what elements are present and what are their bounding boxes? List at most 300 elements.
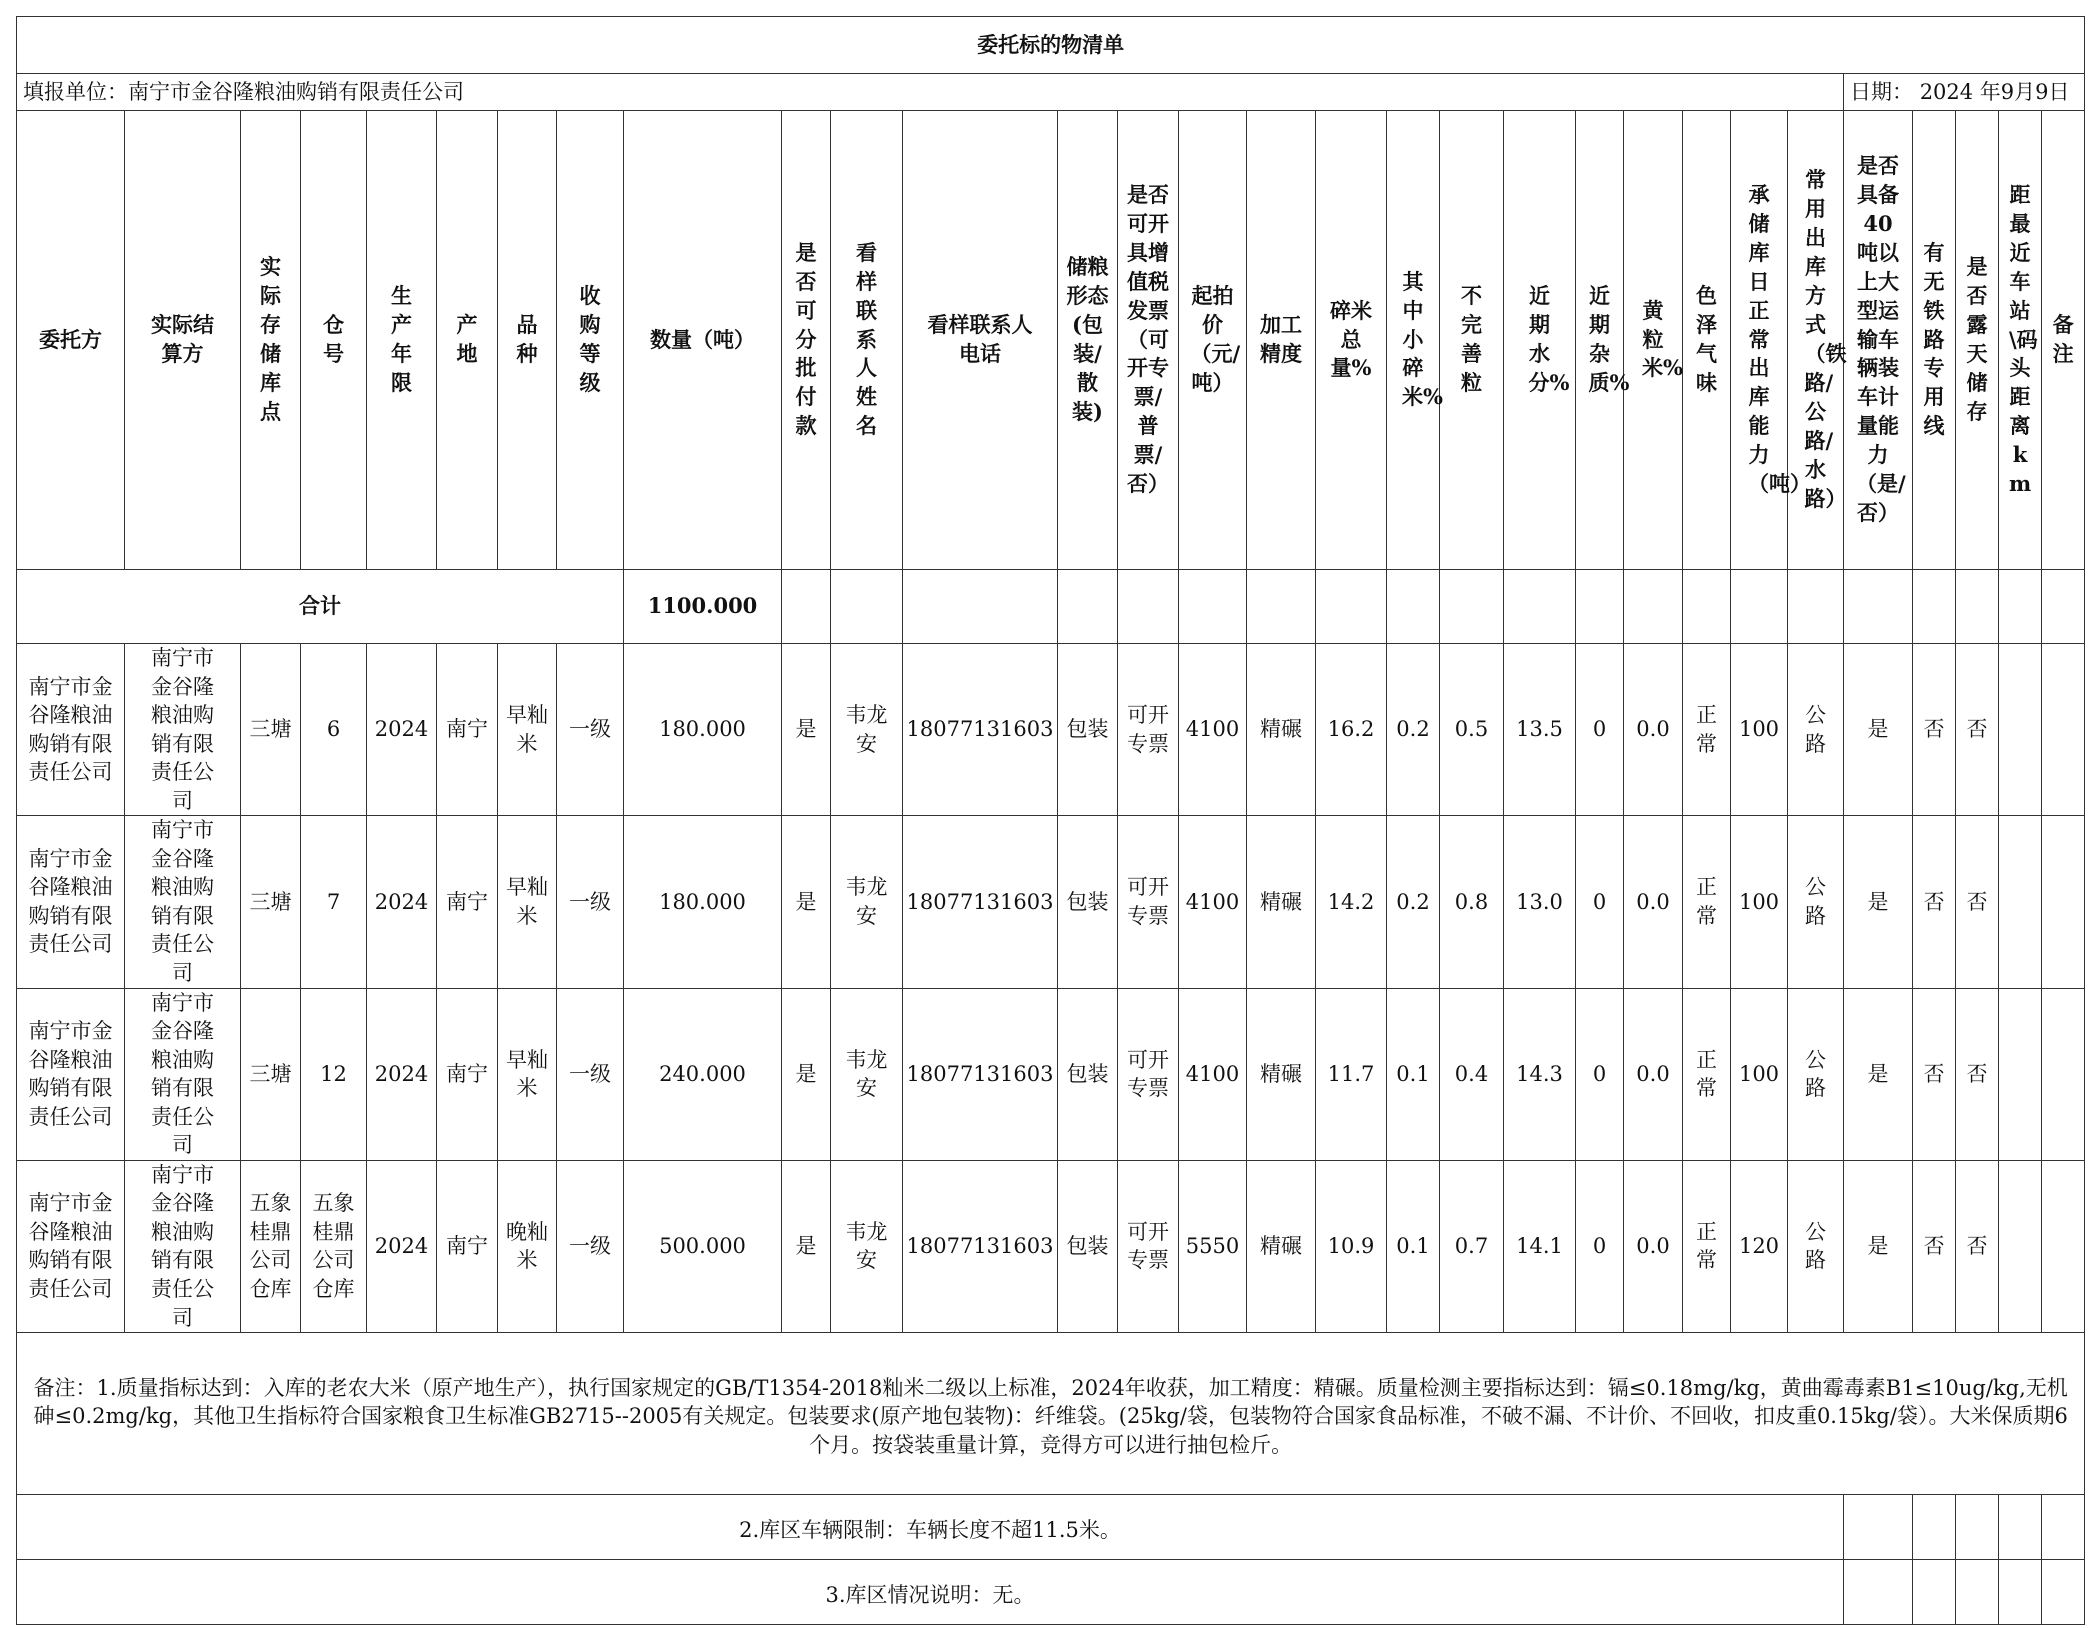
header-imperfect-grains: [1440, 111, 1504, 570]
cell-value: 五象桂鼎公司仓库: [312, 1191, 355, 1302]
cell-value: 可开专票: [1127, 1219, 1169, 1273]
cell-value: 0.0: [1636, 1234, 1670, 1259]
note-vehicle-limit: 2.库区车辆限制：车辆长度不超11.5米。: [17, 1495, 1844, 1560]
header-row: [17, 111, 2085, 570]
cell-value: 0: [1592, 717, 1607, 742]
cell-value: 南宁: [446, 1234, 488, 1259]
header-nearest-station-distance: [1999, 111, 2042, 570]
cell-value: 120: [1738, 1234, 1780, 1259]
cell-value: 13.0: [1516, 889, 1563, 914]
cell-bin-no: [301, 644, 367, 816]
cell-value: 11.7: [1327, 1061, 1375, 1086]
cell-installment-payment: [782, 988, 831, 1160]
note-quality: 备注：1.质量指标达到：入库的老农大米（原产地生产），执行国家规定的GB/T1354-2018籼米二级以上标准，2024年收获，加工精度：精碾。质量检测主要指标达到：镉≤0.18mg/kg，黄曲霉毒素B1≤10ug/kg,无机砷≤0.2mg/kg，其他卫生指标符合国家粮食卫生标准GB2715--2005有关规定。包装要求(原产地包装物)：纤维袋。(25kg/袋，包装物符合国家食品标准，不破不漏、不计价、不回收，扣皮重0.15kg/袋）。大米保质期6个月。按袋装重量计算，竞得方可以进行抽包检斤。: [17, 1333, 2085, 1495]
cell-vat-invoice: [1118, 816, 1179, 988]
cell-heavy-vehicle-loading: [1844, 1160, 1913, 1332]
cell-value: 0.0: [1636, 1061, 1670, 1086]
cell-sample-contact-phone: [903, 644, 1058, 816]
cell-heavy-vehicle-loading: [1844, 816, 1913, 988]
cell-nearest-station-distance: [1999, 644, 2042, 816]
cell-railway-line: [1913, 816, 1956, 988]
fill-unit-name: 南宁市金谷隆粮油购销有限责任公司: [128, 79, 464, 104]
cell-broken-rice-total: [1316, 816, 1387, 988]
cell-processing-precision: [1247, 1160, 1316, 1332]
header-label: 仓号: [322, 312, 344, 366]
cell-imperfect-grains: [1440, 644, 1504, 816]
cell-processing-precision: [1247, 816, 1316, 988]
cell-value: 0: [1592, 1234, 1607, 1259]
header-outbound-method: [1788, 111, 1847, 570]
cell-value: 包装: [1066, 1234, 1109, 1259]
header-label: 备注: [2052, 312, 2074, 366]
header-bin-no: [301, 111, 367, 570]
cell-value: 16.2: [1327, 717, 1375, 742]
table-row: [17, 1160, 2085, 1332]
cell-recent-impurity: [1576, 644, 1624, 816]
cell-entrusting-party: [17, 1160, 125, 1332]
cell-starting-price: [1179, 816, 1247, 988]
cell-remarks: [2042, 816, 2085, 988]
cell-open-air-storage: [1956, 1160, 1999, 1332]
report-date-label: 日期：: [1850, 79, 1913, 104]
cell-purchase-grade: [557, 644, 624, 816]
cell-value: 12: [320, 1061, 347, 1086]
cell-imperfect-grains: [1440, 1160, 1504, 1332]
cell-value: 一级: [569, 889, 611, 914]
cell-value: 18077131603: [906, 1234, 1054, 1259]
header-label: 承储库日正常出库能力（吨）: [1747, 181, 1811, 497]
cell-quantity: [624, 816, 782, 988]
cell-nearest-station-distance: [1999, 1160, 2042, 1332]
cell-daily-outbound-capacity: [1731, 1160, 1788, 1332]
cell-variety: [498, 816, 557, 988]
cell-value: 否: [1923, 1061, 1945, 1086]
header-label: 是否可开具增值税发票（可开专票/普票/否）: [1127, 181, 1169, 497]
cell-value: 正常: [1695, 703, 1717, 756]
cell-production-year: [367, 644, 437, 816]
header-label: 起拍价（元/吨）: [1190, 283, 1241, 395]
cell-railway-line: [1913, 1160, 1956, 1332]
cell-imperfect-grains: [1440, 816, 1504, 988]
cell-entrusting-party: [17, 816, 125, 988]
cell-purchase-grade: [557, 816, 624, 988]
cell-value: 公路: [1804, 1219, 1826, 1273]
header-sample-contact-phone: [903, 111, 1058, 570]
cell-value: 18077131603: [906, 889, 1054, 914]
header-recent-impurity: [1576, 111, 1630, 570]
cell-value: 2024: [374, 889, 429, 914]
page-title: 委托标的物清单: [17, 17, 2085, 74]
header-label: 产地: [456, 312, 478, 366]
cell-value: 正常: [1695, 1219, 1717, 1273]
cell-open-air-storage: [1956, 644, 1999, 816]
header-label: 生产年限: [390, 283, 412, 395]
cell-open-air-storage: [1956, 816, 1999, 988]
header-label: 碎米总量%: [1330, 297, 1372, 381]
cell-vat-invoice: [1118, 644, 1179, 816]
cell-value: 14.3: [1516, 1061, 1563, 1086]
cell-sample-contact-name: [831, 988, 903, 1160]
cell-value: 18077131603: [906, 717, 1054, 742]
commission-sheet: [16, 16, 2084, 1625]
cell-entrusting-party: [17, 644, 125, 816]
cell-remarks: [2042, 644, 2085, 816]
cell-value: 0.4: [1454, 1061, 1489, 1086]
cell-value: 0.0: [1636, 717, 1670, 742]
cell-production-year: [367, 816, 437, 988]
cell-value: 是: [1867, 1234, 1889, 1259]
header-label: 是否可分批付款: [795, 239, 817, 439]
cell-value: 是: [795, 1061, 817, 1086]
cell-value: 一级: [569, 1234, 611, 1259]
cell-value: 是: [795, 889, 817, 914]
header-label: 不完善粒: [1460, 283, 1482, 395]
cell-recent-impurity: [1576, 1160, 1624, 1332]
table-row: [17, 988, 2085, 1160]
cell-value: 包装: [1066, 1061, 1109, 1086]
header-label: 是否露天储存: [1966, 254, 1988, 424]
cell-value: 14.1: [1516, 1234, 1563, 1259]
header-purchase-grade: [557, 111, 624, 570]
cell-value: 精碾: [1260, 1061, 1302, 1086]
total-label: 合计: [17, 570, 624, 644]
cell-value: 是: [1867, 717, 1889, 742]
cell-recent-moisture: [1504, 816, 1576, 988]
cell-railway-line: [1913, 988, 1956, 1160]
cell-color-odor: [1683, 644, 1731, 816]
cell-storage-form: [1058, 816, 1118, 988]
cell-value: 可开专票: [1127, 875, 1169, 928]
total-row: [17, 570, 2085, 644]
cell-recent-moisture: [1504, 644, 1576, 816]
cell-storage-site: [241, 644, 301, 816]
cell-value: 4100: [1185, 1061, 1240, 1086]
header-daily-outbound-capacity: [1731, 111, 1811, 570]
cell-value: 100: [1738, 717, 1780, 742]
commission-table: [16, 16, 2085, 1625]
cell-variety: [498, 1160, 557, 1332]
cell-storage-form: [1058, 988, 1118, 1160]
cell-value: 一级: [569, 1061, 611, 1086]
header-label: 实际结算方: [151, 312, 214, 366]
cell-broken-rice-total: [1316, 1160, 1387, 1332]
header-railway-line: [1913, 111, 1956, 570]
cell-settlement-party: [125, 644, 241, 816]
cell-value: 否: [1966, 1061, 1988, 1086]
header-label: 储粮形态(包装/散装): [1066, 254, 1109, 424]
cell-value: 公路: [1804, 1047, 1826, 1101]
cell-value: 0.0: [1636, 889, 1670, 914]
cell-storage-form: [1058, 1160, 1118, 1332]
header-variety: [498, 111, 557, 570]
cell-value: 18077131603: [906, 1061, 1054, 1086]
cell-yellow-rice: [1624, 1160, 1683, 1332]
cell-origin: [437, 988, 498, 1160]
header-settlement-party: [125, 111, 241, 570]
header-storage-site: [241, 111, 301, 570]
cell-recent-impurity: [1576, 816, 1624, 988]
cell-value: 2024: [374, 1234, 429, 1259]
cell-sample-contact-phone: [903, 988, 1058, 1160]
cell-imperfect-grains: [1440, 988, 1504, 1160]
cell-settlement-party: [125, 988, 241, 1160]
header-label: 实际存储库点: [259, 254, 281, 424]
cell-value: 0.1: [1396, 1234, 1430, 1259]
header-origin: [437, 111, 498, 570]
cell-installment-payment: [782, 816, 831, 988]
cell-broken-rice-total: [1316, 988, 1387, 1160]
cell-value: 否: [1966, 717, 1988, 742]
header-remarks: [2042, 111, 2085, 570]
cell-value: 0.7: [1454, 1234, 1489, 1259]
cell-value: 是: [795, 717, 817, 742]
header-small-broken-rice: [1387, 111, 1443, 570]
cell-value: 13.5: [1516, 717, 1563, 742]
cell-nearest-station-distance: [1999, 988, 2042, 1160]
header-label: 收购等级: [579, 283, 601, 395]
header-starting-price: [1179, 111, 1247, 570]
cell-value: 南宁市金谷隆粮油购销有限责任公司: [28, 1191, 113, 1302]
cell-outbound-method: [1788, 816, 1844, 988]
cell-value: 180.000: [659, 717, 746, 742]
header-installment-payment: [782, 111, 831, 570]
cell-heavy-vehicle-loading: [1844, 988, 1913, 1160]
cell-starting-price: [1179, 988, 1247, 1160]
cell-value: 0.1: [1396, 1061, 1430, 1086]
cell-recent-moisture: [1504, 988, 1576, 1160]
header-label: 是否具备40吨以上大型运输车辆装车计量能力（是/否）: [1855, 152, 1906, 526]
cell-value: 100: [1738, 1061, 1780, 1086]
cell-value: 500.000: [659, 1234, 746, 1259]
cell-bin-no: [301, 816, 367, 988]
cell-value: 0.5: [1454, 717, 1489, 742]
cell-starting-price: [1179, 1160, 1247, 1332]
cell-outbound-method: [1788, 988, 1844, 1160]
cell-value: 一级: [569, 717, 611, 742]
cell-yellow-rice: [1624, 988, 1683, 1160]
fill-unit-label: 填报单位：: [23, 79, 128, 104]
cell-value: 是: [1867, 889, 1889, 914]
cell-value: 是: [1867, 1061, 1889, 1086]
cell-remarks: [2042, 988, 2085, 1160]
header-storage-form: [1058, 111, 1118, 570]
cell-outbound-method: [1788, 644, 1844, 816]
cell-broken-rice-total: [1316, 644, 1387, 816]
cell-installment-payment: [782, 644, 831, 816]
cell-variety: [498, 988, 557, 1160]
cell-remarks: [2042, 1160, 2085, 1332]
header-heavy-vehicle-loading: [1844, 111, 1913, 570]
cell-value: 可开专票: [1127, 1047, 1169, 1101]
cell-production-year: [367, 988, 437, 1160]
header-label: 近期杂质%: [1588, 283, 1630, 395]
header-label: 常用出库方式（铁路/公路/水路）: [1804, 167, 1847, 511]
cell-value: 精碾: [1260, 717, 1302, 742]
cell-value: 韦龙安: [845, 1219, 888, 1273]
cell-value: 2024: [374, 717, 429, 742]
cell-value: 正常: [1695, 875, 1717, 928]
cell-value: 否: [1923, 889, 1945, 914]
cell-quantity: [624, 988, 782, 1160]
header-label: 近期水分%: [1528, 283, 1570, 395]
cell-storage-site: [241, 816, 301, 988]
header-label: 有无铁路专用线: [1923, 239, 1945, 439]
cell-value: 韦龙安: [845, 1047, 888, 1101]
cell-value: 南宁市金谷隆粮油购销有限责任公司: [151, 1162, 214, 1330]
cell-daily-outbound-capacity: [1731, 644, 1788, 816]
cell-settlement-party: [125, 816, 241, 988]
cell-value: 南宁: [446, 889, 488, 914]
cell-value: 10.9: [1327, 1234, 1375, 1259]
cell-production-year: [367, 1160, 437, 1332]
header-label: 色泽气味: [1695, 283, 1717, 395]
cell-starting-price: [1179, 644, 1247, 816]
cell-recent-impurity: [1576, 988, 1624, 1160]
cell-value: 三塘: [249, 1061, 292, 1086]
cell-value: 南宁市金谷隆粮油购销有限责任公司: [151, 646, 214, 813]
cell-processing-precision: [1247, 644, 1316, 816]
cell-value: 100: [1738, 889, 1780, 914]
header-vat-invoice: [1118, 111, 1179, 570]
cell-value: 0: [1592, 889, 1607, 914]
header-label: 委托方: [39, 326, 102, 352]
cell-value: 5550: [1185, 1234, 1240, 1259]
fill-unit: [17, 74, 1844, 111]
cell-value: 南宁: [446, 717, 488, 742]
header-yellow-rice: [1624, 111, 1683, 570]
cell-value: 0.2: [1396, 717, 1430, 742]
cell-value: 五象桂鼎公司仓库: [249, 1191, 292, 1302]
cell-origin: [437, 1160, 498, 1332]
cell-value: 韦龙安: [845, 875, 888, 928]
cell-value: 公路: [1804, 703, 1826, 756]
cell-origin: [437, 816, 498, 988]
cell-sample-contact-phone: [903, 816, 1058, 988]
cell-value: 南宁市金谷隆粮油购销有限责任公司: [151, 990, 214, 1158]
header-label: 加工精度: [1260, 312, 1302, 366]
cell-heavy-vehicle-loading: [1844, 644, 1913, 816]
cell-value: 否: [1966, 889, 1988, 914]
total-quantity: 1100.000: [624, 570, 782, 644]
cell-value: 4100: [1185, 889, 1240, 914]
cell-value: 180.000: [659, 889, 746, 914]
cell-value: 早籼米: [506, 1047, 548, 1101]
cell-value: 0.2: [1396, 889, 1430, 914]
header-label: 黄粒米%: [1641, 297, 1683, 381]
cell-processing-precision: [1247, 988, 1316, 1160]
cell-value: 0: [1592, 1061, 1607, 1086]
cell-color-odor: [1683, 1160, 1731, 1332]
header-open-air-storage: [1956, 111, 1999, 570]
header-broken-rice-total: [1316, 111, 1387, 570]
cell-value: 7: [326, 889, 341, 914]
cell-value: 早籼米: [506, 703, 548, 756]
cell-value: 精碾: [1260, 1234, 1302, 1259]
cell-recent-moisture: [1504, 1160, 1576, 1332]
cell-value: 否: [1923, 1234, 1945, 1259]
header-label: 品种: [516, 312, 538, 366]
header-recent-moisture: [1504, 111, 1576, 570]
cell-small-broken-rice: [1387, 644, 1440, 816]
cell-storage-form: [1058, 644, 1118, 816]
header-label: 其中小碎米%: [1401, 268, 1443, 410]
cell-value: 包装: [1066, 717, 1109, 742]
header-quantity: [624, 111, 782, 570]
cell-small-broken-rice: [1387, 1160, 1440, 1332]
cell-quantity: [624, 644, 782, 816]
cell-value: 三塘: [249, 717, 292, 742]
header-color-odor: [1683, 111, 1731, 570]
cell-value: 南宁市金谷隆粮油购销有限责任公司: [28, 674, 113, 785]
cell-sample-contact-phone: [903, 1160, 1058, 1332]
cell-value: 否: [1966, 1234, 1988, 1259]
cell-value: 南宁市金谷隆粮油购销有限责任公司: [151, 818, 214, 986]
cell-variety: [498, 644, 557, 816]
header-sample-contact-name: [831, 111, 903, 570]
cell-vat-invoice: [1118, 988, 1179, 1160]
cell-daily-outbound-capacity: [1731, 816, 1788, 988]
table-row: [17, 644, 2085, 816]
header-label: 看样联系人姓名: [855, 239, 877, 439]
cell-color-odor: [1683, 988, 1731, 1160]
cell-vat-invoice: [1118, 1160, 1179, 1332]
cell-outbound-method: [1788, 1160, 1844, 1332]
cell-value: 南宁市金谷隆粮油购销有限责任公司: [28, 846, 113, 957]
header-label: 距最近车站\码头距离km: [2008, 181, 2038, 497]
cell-nearest-station-distance: [1999, 816, 2042, 988]
cell-value: 0.8: [1454, 889, 1489, 914]
header-label: 看样联系人电话: [927, 312, 1033, 366]
cell-quantity: [624, 1160, 782, 1332]
cell-settlement-party: [125, 1160, 241, 1332]
cell-value: 南宁: [446, 1061, 488, 1086]
cell-value: 早籼米: [506, 875, 548, 928]
report-date-value: 2024 年9月9日: [1919, 79, 2070, 104]
cell-purchase-grade: [557, 988, 624, 1160]
cell-value: 南宁市金谷隆粮油购销有限责任公司: [28, 1019, 113, 1129]
cell-value: 14.2: [1327, 889, 1375, 914]
cell-value: 否: [1923, 717, 1945, 742]
cell-value: 是: [795, 1234, 817, 1259]
cell-entrusting-party: [17, 988, 125, 1160]
header-processing-precision: [1247, 111, 1316, 570]
table-row: [17, 816, 2085, 988]
cell-open-air-storage: [1956, 988, 1999, 1160]
cell-bin-no: [301, 988, 367, 1160]
cell-bin-no: [301, 1160, 367, 1332]
report-date: [1844, 74, 2085, 111]
header-production-year: [367, 111, 437, 570]
cell-sample-contact-name: [831, 644, 903, 816]
cell-value: 韦龙安: [845, 703, 888, 756]
cell-value: 晚籼米: [506, 1219, 548, 1273]
cell-color-odor: [1683, 816, 1731, 988]
cell-value: 可开专票: [1127, 703, 1169, 756]
cell-value: 6: [326, 717, 341, 742]
note-depot-info: 3.库区情况说明：无。: [17, 1560, 1844, 1625]
cell-value: 公路: [1804, 875, 1826, 928]
cell-value: 三塘: [249, 889, 292, 914]
cell-railway-line: [1913, 644, 1956, 816]
cell-value: 240.000: [659, 1061, 746, 1086]
cell-value: 包装: [1066, 889, 1109, 914]
cell-daily-outbound-capacity: [1731, 988, 1788, 1160]
cell-value: 正常: [1695, 1047, 1717, 1101]
header-label: 数量（吨）: [650, 326, 755, 352]
cell-small-broken-rice: [1387, 816, 1440, 988]
cell-yellow-rice: [1624, 644, 1683, 816]
cell-yellow-rice: [1624, 816, 1683, 988]
